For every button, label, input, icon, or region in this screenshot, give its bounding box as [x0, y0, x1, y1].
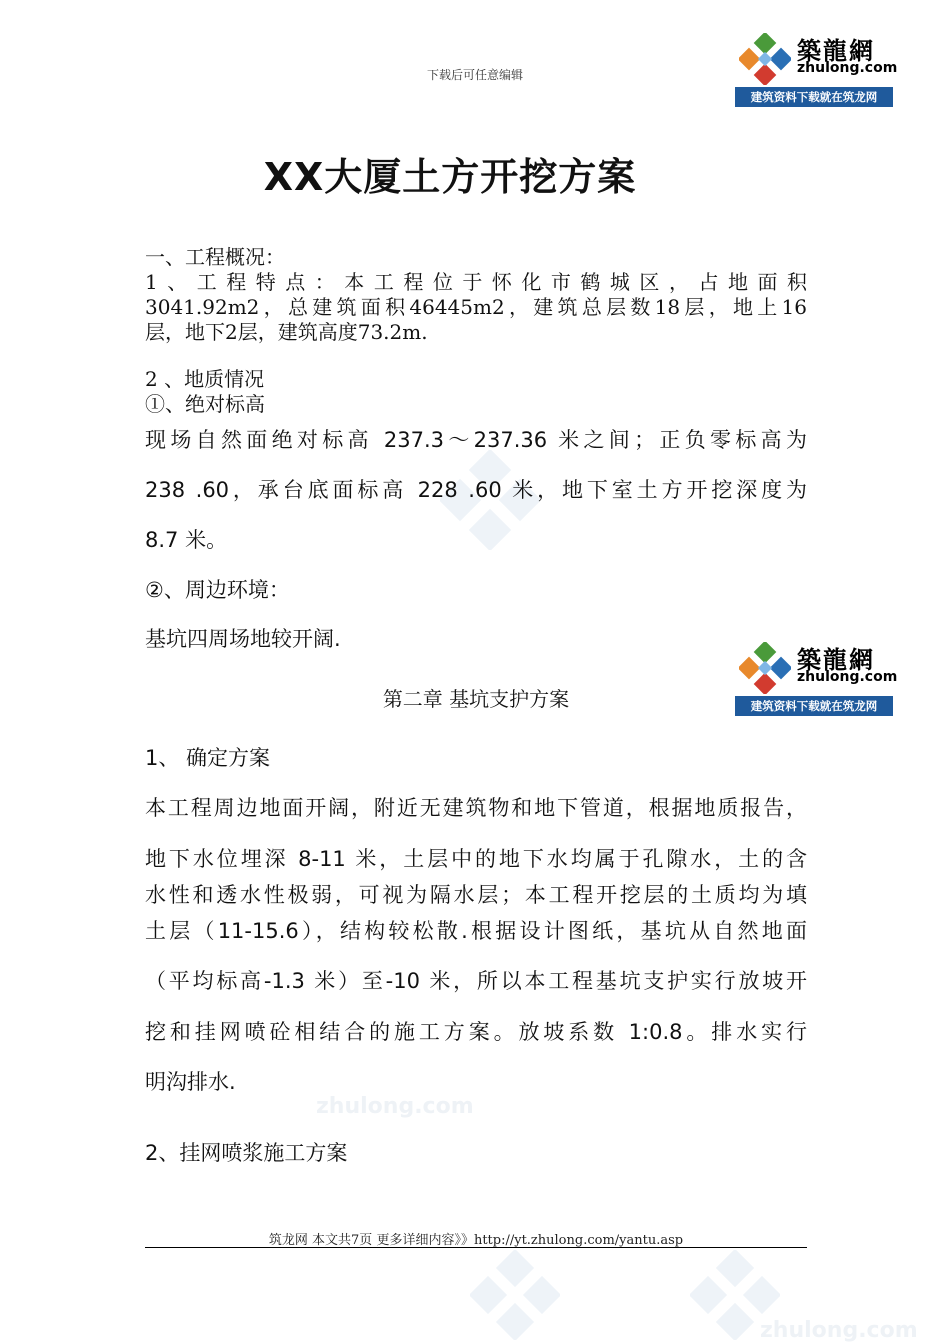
c2-paragraph-line1: 本工程周边地面开阔，附近无建筑物和地下管道，根据地质报告，	[145, 796, 807, 820]
logo-brand-en: zhulong.com	[797, 60, 898, 76]
logo-brand-cn: 築龍網	[797, 645, 875, 674]
environment-text: 基坑四周场地较开阔.	[145, 627, 341, 651]
zhulong-logo	[735, 27, 898, 109]
header-note: 下载后可任意编辑	[426, 68, 523, 82]
c2-paragraph-line7: 明沟排水.	[145, 1070, 236, 1094]
elevation-line1: 现场自然面绝对标高 237.3～237.36 米之间；正负零标高为	[145, 428, 807, 452]
elevation-line2: 238 .60，承台底面标高 228 .60 米，地下室土方开挖深度为	[145, 478, 807, 502]
logo-brand-en: zhulong.com	[797, 669, 898, 685]
c2-item1-heading: 1、 确定方案	[145, 746, 271, 770]
elevation-line3: 8.7 米。	[145, 528, 228, 552]
footer-divider	[145, 1247, 807, 1248]
c2-paragraph-line6: 挖和挂网喷砼相结合的施工方案。放坡系数 1:0.8。排水实行	[145, 1020, 807, 1044]
s1-item2-sub2: ②、周边环境：	[145, 578, 290, 602]
c2-paragraph-line2: 地下水位埋深 8-11 米，土层中的地下水均属于孔隙水，土的含	[145, 847, 807, 871]
s1-item2-heading: 2 、地质情况	[145, 367, 265, 391]
watermark-text: zhulong.com	[316, 1094, 474, 1119]
logo-diamond-icon	[739, 33, 791, 85]
footer-text: 筑龙网 本文共7页 更多详细内容》》http://yt.zhulong.com/yantu.asp	[268, 1233, 684, 1248]
s1-item1-line2: 3041.92m2，总建筑面积46445m2，建筑总层数18层，地上16	[145, 295, 807, 319]
c2-paragraph-line3: 水性和透水性极弱，可视为隔水层；本工程开挖层的土质均为填	[145, 883, 807, 907]
s1-item2-sub1: ①、绝对标高	[145, 392, 265, 416]
watermark-diamond-icon-2	[470, 1250, 560, 1340]
c2-item2-heading: 2、挂网喷浆施工方案	[145, 1141, 348, 1165]
logo-banner: 建筑资料下载就在筑龙网	[735, 696, 893, 716]
c2-paragraph-line4: 土层（11-15.6），结构较松散.根据设计图纸，基坑从自然地面	[145, 919, 807, 943]
logo-banner: 建筑资料下载就在筑龙网	[735, 87, 893, 107]
logo-brand-cn: 築龍網	[797, 36, 875, 65]
s1-item1-line1: 1、工程特点：本工程位于怀化市鹤城区，占地面积	[145, 270, 807, 294]
s1-item1-line3: 层，地下2层，建筑高度73.2m.	[145, 320, 428, 344]
watermark-diamond-icon-3	[690, 1250, 780, 1340]
section1-heading: 一、工程概况：	[145, 245, 285, 269]
watermark-text-bottom: zhulong.com	[760, 1318, 918, 1343]
document-title: XX大厦土方开挖方案	[263, 155, 637, 199]
c2-paragraph-line5: （平均标高-1.3 米）至-10 米，所以本工程基坑支护实行放坡开	[145, 969, 807, 993]
chapter2-heading: 第二章 基坑支护方案	[382, 687, 570, 711]
